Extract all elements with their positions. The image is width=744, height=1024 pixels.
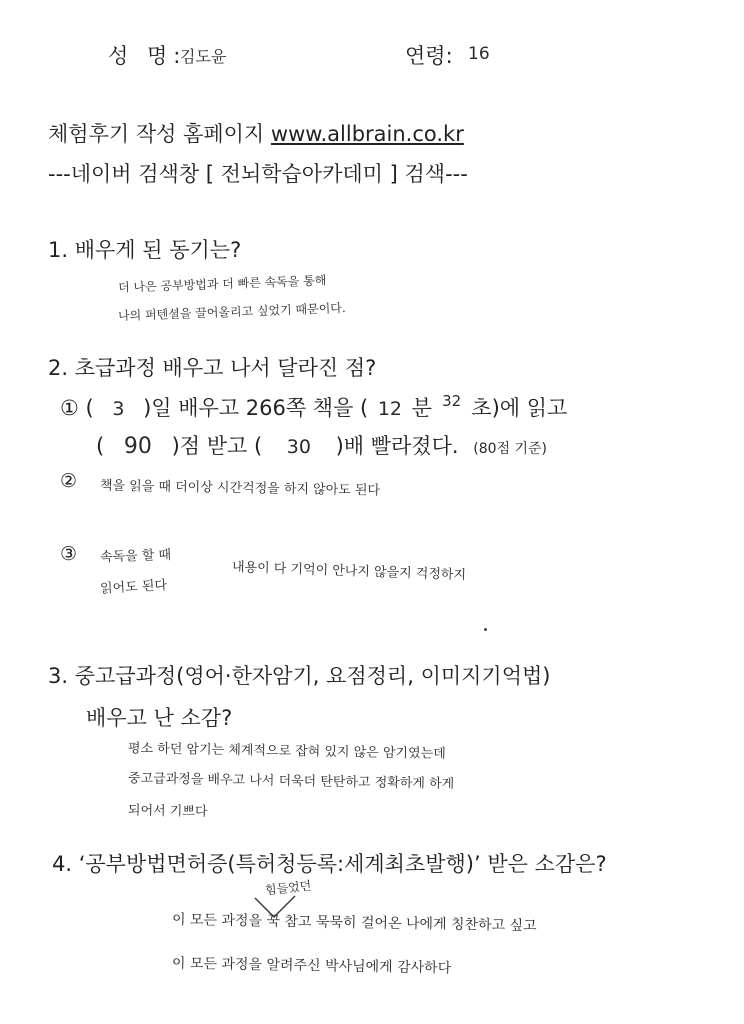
answer-1-line-2: 나의 퍼텐셜을 끌어올리고 싶었기 때문이다. bbox=[117, 301, 346, 323]
question-3: 3. 중고급과정(영어·한자암기, 요점정리, 이미지기억법) bbox=[48, 664, 551, 688]
result-prefix: ① ( bbox=[60, 396, 94, 420]
score-note: (80점 기준) bbox=[473, 441, 547, 457]
caret-insertion: 힘들었던 bbox=[264, 878, 313, 898]
search-instruction: ---네이버 검색창 [ 전뇌학습아카데미 ] 검색--- bbox=[48, 162, 468, 186]
circle-3-marker: ③ bbox=[60, 543, 78, 565]
homepage-url: www.allbrain.co.kr bbox=[270, 122, 464, 146]
answer-2-3-c: 내용이 다 기억이 안나지 않을지 걱정하지 bbox=[231, 559, 467, 584]
answer-2-3-b: 읽어도 된다 bbox=[99, 578, 168, 597]
circle-2-marker: ② bbox=[60, 470, 78, 492]
question-4: 4. ‘공부방법면허증(특허청등록:세계최초발행)’ 받은 소감은? bbox=[52, 852, 607, 876]
answer-4-line-1: 이 모든 과정을 꾹 참고 묵묵히 걸어온 나에게 칭찬하고 싶고 bbox=[171, 911, 537, 935]
result-row-2 bbox=[96, 430, 547, 460]
question-1: 1. 배우게 된 동기는? bbox=[48, 238, 242, 262]
answer-3-line-2: 중고급과정을 배우고 나서 더욱더 탄탄하고 정확하게 하게 bbox=[127, 771, 455, 792]
minutes-value: 12 bbox=[377, 398, 403, 420]
answer-3-line-3: 되어서 기쁘다 bbox=[127, 803, 208, 820]
answer-2-3-a: 속독을 할 때 bbox=[99, 547, 172, 566]
stray-dot bbox=[484, 628, 487, 631]
result-suffix-2: )배 빨라졌다. bbox=[335, 434, 459, 458]
result-mid-1: )일 배우고 266쪽 책을 ( bbox=[143, 396, 369, 420]
seconds-value: 32 bbox=[442, 392, 462, 410]
result-prefix-2: ( bbox=[96, 434, 105, 458]
answer-4-line-2: 이 모든 과정을 알려주신 박사님에게 감사하다 bbox=[171, 955, 452, 977]
question-3-line-2: 배우고 난 소감? bbox=[86, 706, 233, 730]
days-value: 3 bbox=[112, 398, 125, 420]
answer-3-line-1: 평소 하던 암기는 체계적으로 잡혀 있지 않은 암기였는데 bbox=[127, 741, 446, 762]
name-label: 성 명: bbox=[108, 44, 187, 68]
homepage-text: 체험후기 작성 홈페이지 bbox=[48, 122, 271, 146]
score-value: 90 bbox=[123, 434, 152, 459]
answer-1-line-1: 더 나은 공부방법과 더 빠른 속독을 통해 bbox=[117, 273, 327, 295]
result-row-1 bbox=[60, 392, 567, 422]
minutes-unit: 분 bbox=[411, 396, 432, 420]
question-2: 2. 초급과정 배우고 나서 달라진 점? bbox=[48, 356, 377, 380]
result-suffix-1: 초)에 읽고 bbox=[471, 396, 568, 420]
answer-2-2: 책을 읽을 때 더이상 시간걱정을 하지 않아도 된다 bbox=[99, 478, 381, 499]
name-value: 김도윤 bbox=[180, 47, 227, 66]
age-label: 연령: bbox=[405, 44, 453, 68]
age-value: 16 bbox=[468, 44, 490, 64]
homepage-line bbox=[48, 118, 464, 148]
result-mid-2: )점 받고 ( bbox=[171, 434, 263, 458]
times-value: 30 bbox=[286, 436, 311, 458]
